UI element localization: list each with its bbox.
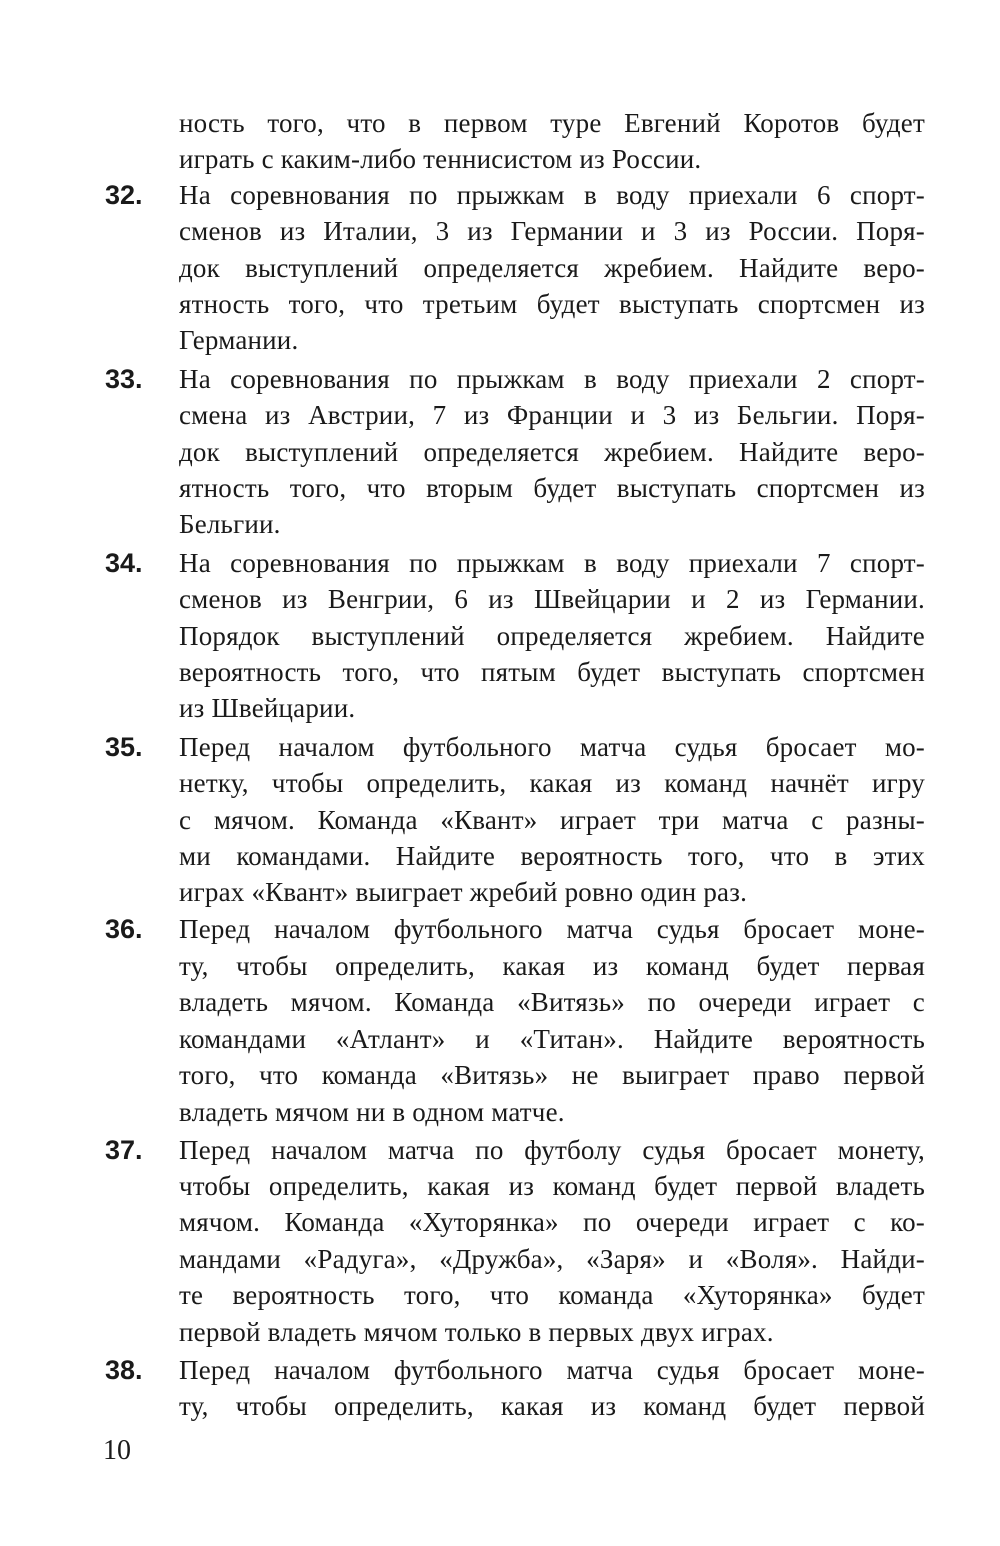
text-line: вероятность того, что пятым будет выступать спортсмен bbox=[179, 657, 925, 687]
problem-number: 32. bbox=[105, 180, 143, 210]
text-line: сменов из Италии, 3 из Германии и 3 из России. Поря- bbox=[179, 216, 925, 246]
text-line: док выступлений определяется жребием. Найдите веро- bbox=[179, 253, 925, 283]
problem-number: 34. bbox=[105, 548, 143, 578]
text-line: док выступлений определяется жребием. Найдите веро- bbox=[179, 437, 925, 467]
text-line: На соревнования по прыжкам в воду приехали 2 спорт- bbox=[179, 364, 925, 394]
problem-number: 33. bbox=[105, 364, 143, 394]
text-line: владеть мячом ни в одном матче. bbox=[179, 1097, 565, 1127]
problem-number: 38. bbox=[105, 1355, 143, 1385]
text-line: ность того, что в первом туре Евгений Коротов будет bbox=[179, 108, 925, 138]
text-line: из Швейцарии. bbox=[179, 693, 356, 723]
text-line: ми командами. Найдите вероятность того, что в этих bbox=[179, 841, 925, 871]
text-line: Перед началом футбольного матча судья бросает моне- bbox=[179, 1355, 925, 1385]
text-line: сменов из Венгрии, 6 из Швейцарии и 2 из Германии. bbox=[179, 584, 925, 614]
text-line: Перед началом футбольного матча судья бросает моне- bbox=[179, 914, 925, 944]
text-line: с мячом. Команда «Квант» играет три матча с разны- bbox=[179, 805, 925, 835]
text-line: На соревнования по прыжкам в воду приехали 6 спорт- bbox=[179, 180, 925, 210]
text-line: ту, чтобы определить, какая из команд будет первой bbox=[179, 1391, 925, 1421]
text-line: смена из Австрии, 7 из Франции и 3 из Бельгии. Поря- bbox=[179, 400, 925, 430]
text-line: Порядок выступлений определяется жребием. Найдите bbox=[179, 621, 925, 651]
problem-number: 36. bbox=[105, 914, 143, 944]
text-line: командами «Атлант» и «Титан». Найдите вероятность bbox=[179, 1024, 925, 1054]
text-line: мячом. Команда «Хуторянка» по очереди играет с ко- bbox=[179, 1207, 925, 1237]
text-line: На соревнования по прыжкам в воду приехали 7 спорт- bbox=[179, 548, 925, 578]
page-number: 10 bbox=[103, 1435, 131, 1466]
text-line: играх «Квант» выиграет жребий ровно один раз. bbox=[179, 877, 748, 907]
text-line: владеть мячом. Команда «Витязь» по очереди играет с bbox=[179, 987, 925, 1017]
text-line: Перед началом матча по футболу судья бросает монету, bbox=[179, 1135, 925, 1165]
text-line: ятность того, что вторым будет выступать спортсмен из bbox=[179, 473, 925, 503]
text-line: чтобы определить, какая из команд будет первой владеть bbox=[179, 1171, 925, 1201]
text-line: первой владеть мячом только в первых двух играх. bbox=[179, 1317, 774, 1347]
text-line: играть с каким-либо теннисистом из России. bbox=[179, 144, 702, 174]
text-line: ту, чтобы определить, какая из команд будет первая bbox=[179, 951, 925, 981]
text-line: Бельгии. bbox=[179, 509, 281, 539]
text-line: ятность того, что третьим будет выступать спортсмен из bbox=[179, 289, 925, 319]
text-line: те вероятность того, что команда «Хуторянка» будет bbox=[179, 1280, 925, 1310]
text-line: мандами «Радуга», «Дружба», «Заря» и «Воля». Найди- bbox=[179, 1244, 925, 1274]
text-line: того, что команда «Витязь» не выиграет право первой bbox=[179, 1060, 925, 1090]
text-line: Германии. bbox=[179, 325, 299, 355]
text-line: нетку, чтобы определить, какая из команд начнёт игру bbox=[179, 768, 925, 798]
problem-number: 35. bbox=[105, 732, 143, 762]
problem-number: 37. bbox=[105, 1135, 143, 1165]
text-line: Перед началом футбольного матча судья бросает мо- bbox=[179, 732, 925, 762]
